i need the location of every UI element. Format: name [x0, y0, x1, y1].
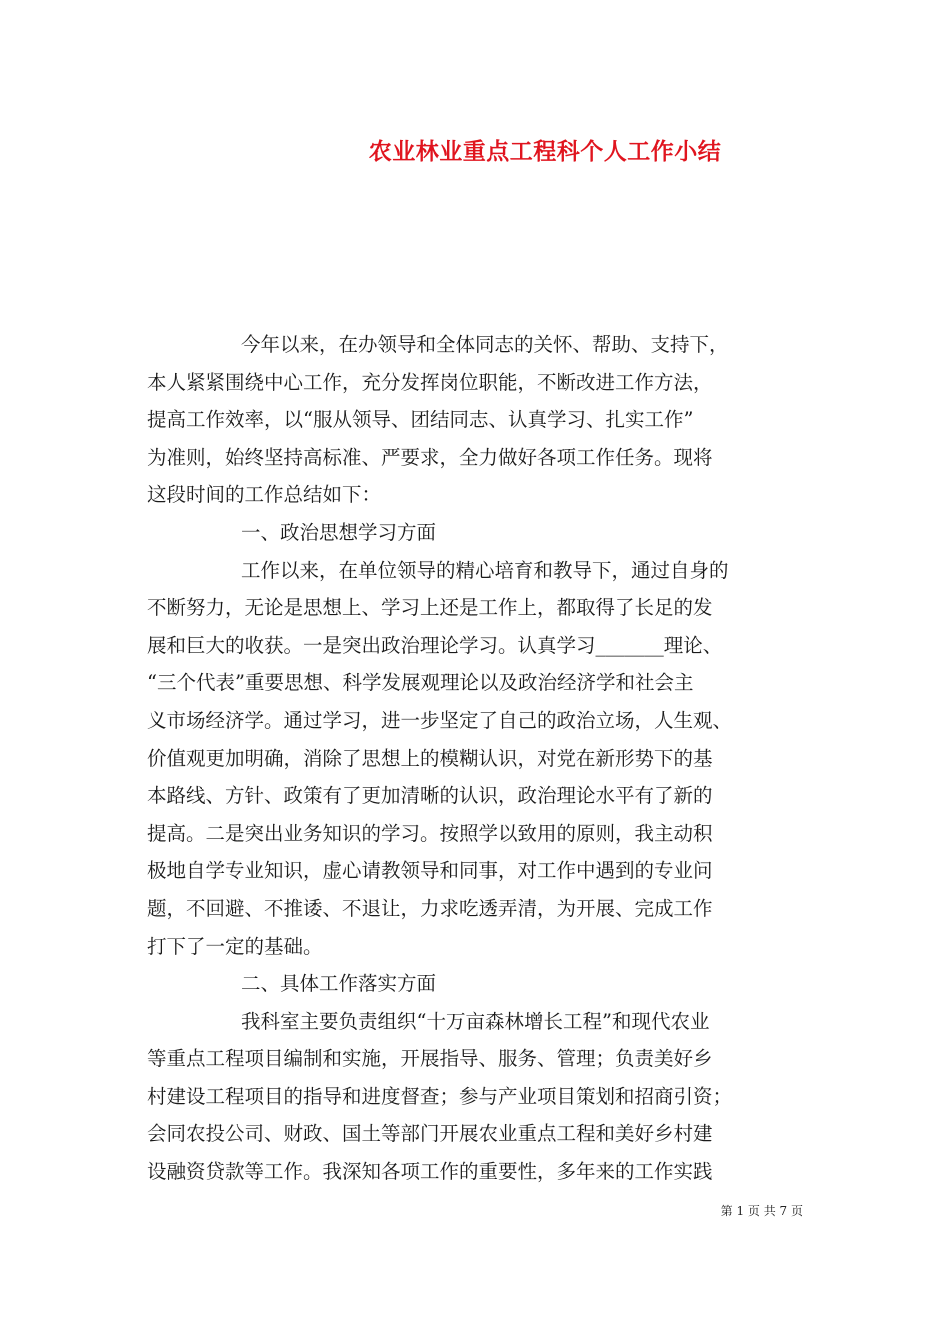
text-line: 等重点工程项目编制和实施，开展指导、服务、管理；负责美好乡: [147, 1047, 713, 1071]
page-number: 第 1 页 共 7 页: [720, 1204, 803, 1218]
text-line: 提高工作效率，以“服从领导、团结同志、认真学习、扎实工作”: [147, 408, 694, 432]
text-line: 打下了一定的基础。: [147, 934, 323, 958]
text-line: 提高。二是突出业务知识的学习。按照学以致用的原则，我主动积: [147, 821, 713, 845]
document-body: [147, 326, 807, 1191]
text-line: 工作以来，在单位领导的精心培育和教导下，通过自身的: [241, 558, 729, 582]
text-line: 价值观更加明确，消除了思想上的模糊认识，对党在新形势下的基: [147, 746, 713, 770]
text-line: 不断努力，无论是思想上、学习上还是工作上，都取得了长足的发: [147, 596, 713, 620]
text-line: 这段时间的工作总结如下：: [147, 483, 382, 507]
text-line: 设融资贷款等工作。我深知各项工作的重要性，多年来的工作实践: [147, 1160, 713, 1184]
section-heading-2: 二、具体工作落实方面: [241, 972, 437, 996]
text-line: 本路线、方针、政策有了更加清晰的认识，政治理论水平有了新的: [147, 784, 713, 808]
document-title: 农业林业重点工程科个人工作小结: [368, 138, 722, 165]
text-line: 本人紧紧围绕中心工作，充分发挥岗位职能，不断改进工作方法，: [147, 370, 713, 394]
text-line: 为准则，始终坚持高标准、严要求，全力做好各项工作任务。现将: [147, 445, 713, 469]
text-line: 村建设工程项目的指导和进度督查；参与产业项目策划和招商引资；: [147, 1084, 733, 1108]
text-line: “三个代表”重要思想、科学发展观理论以及政治经济学和社会主: [147, 671, 694, 695]
text-line: 会同农投公司、财政、国土等部门开展农业重点工程和美好乡村建: [147, 1122, 713, 1146]
text-line: 我科室主要负责组织“十万亩森林增长工程”和现代农业: [241, 1009, 710, 1033]
text-line: 今年以来，在办领导和全体同志的关怀、帮助、支持下，: [241, 333, 729, 356]
text-line: 义市场经济学。通过学习，进一步坚定了自己的政治立场，人生观、: [147, 708, 733, 732]
text-line: 极地自学专业知识，虚心请教领导和同事，对工作中遇到的专业问: [147, 859, 713, 883]
text-line: 展和巨大的收获。一是突出政治理论学习。认真学习_______理论、: [147, 633, 723, 657]
section-heading-1: 一、政治思想学习方面: [241, 520, 437, 544]
text-line: 题，不回避、不推诿、不退让，力求吃透弄清，为开展、完成工作: [147, 896, 713, 920]
